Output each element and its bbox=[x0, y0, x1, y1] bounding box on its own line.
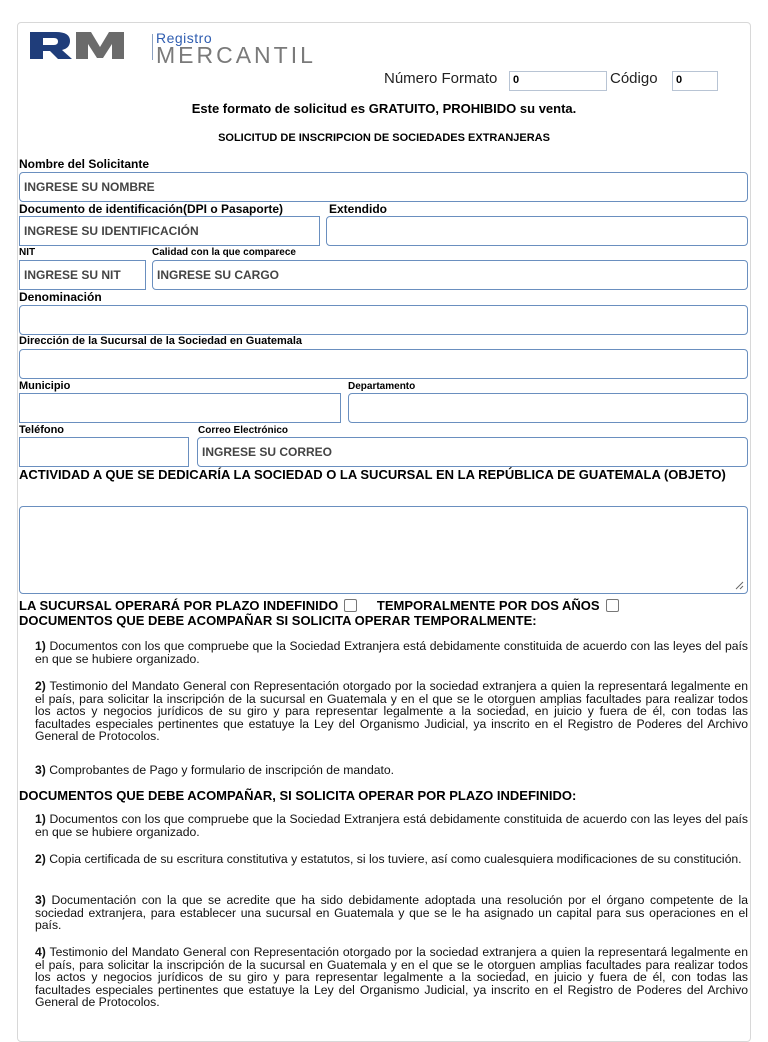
telefono-input[interactable] bbox=[19, 437, 189, 467]
gratuito-notice: Este formato de solicitud es GRATUITO, PROHIBIDO su venta. bbox=[191, 101, 577, 116]
temporal-doc-1: 1) Documentos con los que compruebe que la Sociedad Extranjera está debidamente constituida de acuerdo con las leyes del país en que se hubiere organizado. bbox=[35, 639, 748, 666]
rm-logo-icon bbox=[30, 30, 134, 60]
calidad-label: Calidad con la que comparece bbox=[152, 247, 296, 258]
logo-mercantil-text: MERCANTIL bbox=[156, 42, 316, 68]
actividad-textarea[interactable] bbox=[19, 506, 748, 594]
temporal-label: TEMPORALMENTE POR DOS AÑOS bbox=[376, 598, 600, 613]
indefinido-doc-1: 1) Documentos con los que compruebe que la Sociedad Extranjera está debidamente constituida de acuerdo con las leyes del país en que se hubiere organizado. bbox=[35, 812, 748, 839]
departamento-input[interactable] bbox=[348, 393, 748, 423]
numero-formato-label: Número Formato bbox=[384, 70, 498, 87]
plazo-indefinido-label: LA SUCURSAL OPERARÁ POR PLAZO INDEFINIDO bbox=[19, 598, 339, 613]
documento-label: Documento de identificación(DPI o Pasaporte) bbox=[19, 202, 284, 216]
codigo-label: Código bbox=[610, 70, 658, 87]
telefono-label: Teléfono bbox=[19, 424, 65, 436]
indefinido-doc-3: 3) Documentación con la que se acredite que ha sido debidamente adoptada una resolución por el órgano competente de la sociedad extranjera, para establecer una sucursal en Guatemala y que se le ha asignado un capital para sus operaciones en el país. bbox=[35, 893, 748, 933]
direccion-label: Dirección de la Sucursal de la Sociedad en Guatemala bbox=[19, 335, 303, 347]
denominacion-label: Denominación bbox=[19, 290, 102, 304]
direccion-input[interactable] bbox=[19, 349, 748, 379]
nit-label: NIT bbox=[19, 247, 36, 258]
plazo-row bbox=[19, 599, 623, 614]
indefinido-doc-2: 2) Copia certificada de su escritura constitutiva y estatutos, si los tuviere, así como cualesquiera modificaciones de su constitución. bbox=[35, 852, 742, 866]
actividad-label: ACTIVIDAD A QUE SE DEDICARÍA LA SOCIEDAD O LA SUCURSAL EN LA REPÚBLICA DE GUATEMALA (OBJETO) bbox=[19, 467, 726, 482]
temporal-doc-3: 3) Comprobantes de Pago y formulario de inscripción de mandato. bbox=[35, 763, 395, 777]
form-title: SOLICITUD DE INSCRIPCION DE SOCIEDADES EXTRANJERAS bbox=[218, 132, 550, 144]
plazo-indefinido-checkbox[interactable] bbox=[344, 599, 357, 612]
temporal-docs-title: DOCUMENTOS QUE DEBE ACOMPAÑAR SI SOLICITA OPERAR TEMPORALMENTE: bbox=[19, 613, 537, 628]
indefinido-docs-title: DOCUMENTOS QUE DEBE ACOMPAÑAR, SI SOLICITA OPERAR POR PLAZO INDEFINIDO: bbox=[19, 788, 577, 803]
denominacion-input[interactable] bbox=[19, 305, 748, 335]
extendido-input[interactable] bbox=[326, 216, 748, 246]
municipio-label: Municipio bbox=[19, 380, 71, 392]
correo-input[interactable]: INGRESE SU CORREO bbox=[197, 437, 748, 467]
nombre-input[interactable]: INGRESE SU NOMBRE bbox=[19, 172, 748, 202]
nit-input[interactable]: INGRESE SU NIT bbox=[19, 260, 146, 290]
logo-registro-text: Registro bbox=[156, 30, 213, 46]
temporal-doc-2: 2) Testimonio del Mandato General con Representación otorgado por la sociedad extranjera a quien la representará legalmente en el país, para solicitar la inscripción de la sucursal en Guatemala y en el que se le otorguen amplias facultades para realizar todos los actos y negocios jurídicos de su giro y para representar legalmente a la sociedad, en juicio y fuera de él, con todas las facultades especiales pertinentes que estatuye la Ley del Organismo Judicial, ya inscrito en el Registro de Poderes del Archivo General de Protocolos. bbox=[35, 679, 748, 744]
documento-input[interactable]: INGRESE SU IDENTIFICACIÓN bbox=[19, 216, 320, 246]
calidad-input[interactable]: INGRESE SU CARGO bbox=[152, 260, 748, 290]
extendido-label: Extendido bbox=[329, 202, 388, 216]
municipio-input[interactable] bbox=[19, 393, 341, 423]
numero-formato-input[interactable]: 0 bbox=[509, 71, 607, 91]
resize-handle-icon[interactable] bbox=[735, 581, 744, 590]
codigo-input[interactable]: 0 bbox=[672, 71, 718, 91]
departamento-label: Departamento bbox=[348, 381, 416, 392]
correo-label: Correo Electrónico bbox=[198, 425, 289, 436]
nombre-label: Nombre del Solicitante bbox=[19, 157, 150, 171]
temporal-checkbox[interactable] bbox=[606, 599, 619, 612]
indefinido-doc-4: 4) Testimonio del Mandato General con Representación otorgado por la sociedad extranjera a quien la representará legalmente en el país, para solicitar la inscripción de la sucursal en Guatemala y en el que se le otorguen amplias facultades para realizar todos los actos y negocios jurídicos de su giro y para representar legalmente a la sociedad, en juicio y fuera de él, con todas las facultades especiales pertinentes que estatuye la Ley del Organismo Judicial, ya inscrito en el Registro de Poderes del Archivo General de Protocolos. bbox=[35, 945, 748, 1010]
